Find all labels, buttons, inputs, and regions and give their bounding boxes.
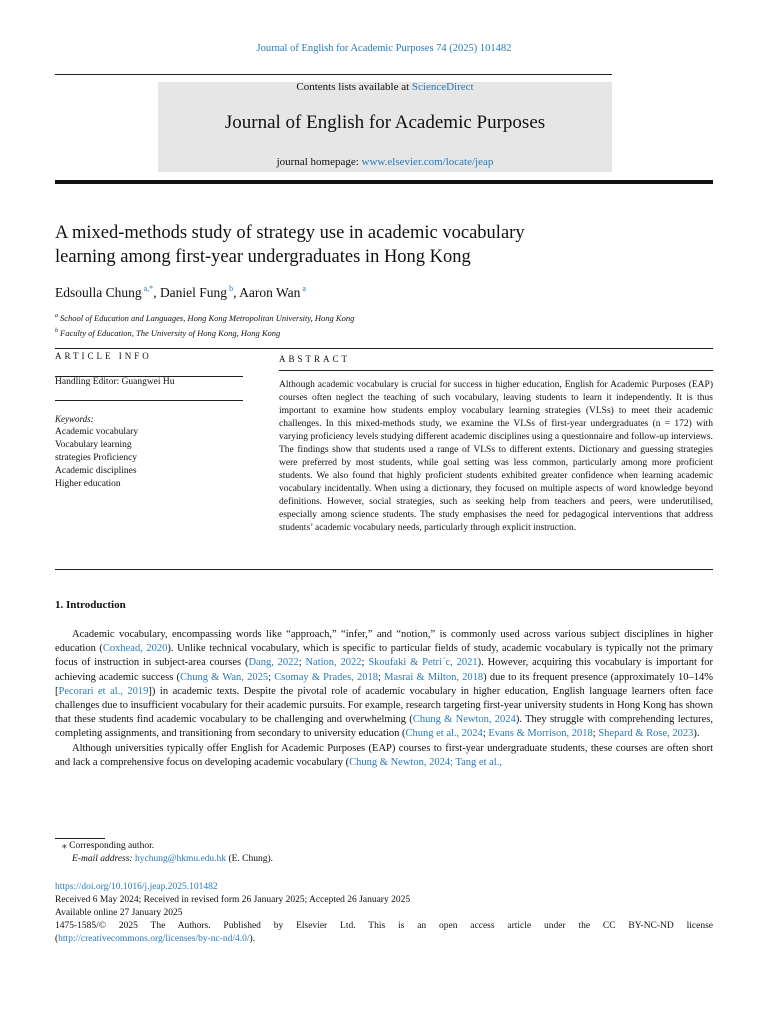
introduction-body <box>55 628 713 770</box>
info-top-rule <box>55 348 713 349</box>
keyword: Higher education <box>55 479 121 489</box>
author-name: Edsoulla Chung <box>55 285 142 300</box>
author-mark[interactable]: a <box>302 284 306 293</box>
keywords-label: Keywords: <box>55 414 94 424</box>
email-label: E-mail address: <box>72 854 135 864</box>
keyword: Academic vocabulary <box>55 427 139 437</box>
email-line <box>62 853 273 866</box>
citation-link[interactable]: Chung et al., 2024 <box>405 728 483 740</box>
keyword: Academic disciplines <box>55 466 137 476</box>
separator: ; <box>268 671 275 683</box>
paren: ). <box>249 934 256 944</box>
author-name: Aaron Wan <box>239 285 301 300</box>
paren: ( <box>55 934 59 944</box>
top-rule <box>55 74 612 75</box>
article-dates: Received 6 May 2024; Received in revised form 26 January 2025; Accepted 26 January 2025 <box>55 895 411 905</box>
author-mark[interactable]: b <box>229 284 234 293</box>
affiliation-text: Faculty of Education, The University of Hong Kong, Hong Kong <box>60 328 281 338</box>
journal-name: Journal of English for Academic Purposes <box>224 112 546 133</box>
separator: ; <box>592 728 599 740</box>
author-list: Edsoulla Chung $^{a,*}$, Daniel Fung $^b$, Aaron Wan $^a$ <box>55 284 306 300</box>
citation-link[interactable]: Skoufaki & Petri´c, 2021 <box>368 657 478 669</box>
body-text: ) due to its frequent presence (approximately 10–14% [ <box>55 671 714 697</box>
title-line-1: A mixed-methods study of strategy use in academic vocabulary <box>55 223 525 243</box>
body-text: ]) in academic texts. Despite the pivotal role of academic vocabulary in higher education, English language learners often face challenges due to insufficient vocabulary for their academic pursuits. For example, research targeting first-year university students in Hong Kong has shown that these students find academic vocabulary to be challenging and overwhelming ( <box>55 685 713 726</box>
license-link[interactable]: http://creativecommons.org/licenses/by-nc-nd/4.0/ <box>58 934 250 944</box>
doi-link[interactable]: https://doi.org/10.1016/j.jeap.2025.101482 <box>55 882 218 892</box>
keyword: strategies Proficiency <box>55 453 138 463</box>
available-online: Available online 27 January 2025 <box>55 908 183 918</box>
affiliation-text: School of Education and Languages, Hong Kong Metropolitan University, Hong Kong <box>60 313 355 323</box>
article-footer <box>55 881 713 946</box>
article-title <box>55 221 695 269</box>
keywords-list <box>55 426 245 491</box>
separator: ; <box>361 657 369 669</box>
citation-link[interactable]: Nation, 2022 <box>305 657 362 669</box>
citation-link[interactable]: Csomay & Prades, 2018 <box>274 671 378 683</box>
affiliation-mark: b <box>55 328 58 334</box>
affiliation <box>55 325 354 340</box>
citation-link[interactable]: Dang, 2022 <box>248 657 299 669</box>
citation-link[interactable]: Shepard & Rose, 2023 <box>598 728 694 740</box>
info-rule <box>55 400 243 401</box>
citation-link[interactable]: Evans & Morrison, 2018 <box>488 728 593 740</box>
contents-prefix: Contents lists available at <box>296 81 412 93</box>
author-mark[interactable]: a,* <box>143 284 154 293</box>
license-text: 1475-1585/© 2025 The Authors. Published by Elsevier Ltd. This is an open access article under the CC BY-NC-ND license <box>55 921 713 931</box>
body-text: ). However, acquiring this vocabulary is important for achieving academic success ( <box>55 657 713 683</box>
email-link[interactable]: hychung@hkmu.edu.hk <box>134 854 227 864</box>
email-suffix: (E. Chung). <box>226 854 274 864</box>
body-text: ). <box>693 728 700 740</box>
footnote <box>62 840 273 866</box>
citation-link[interactable]: Chung & Newton, 2024 <box>412 714 516 726</box>
footnote-rule <box>55 838 105 839</box>
title-line-2: learning among first-year undergraduates in Hong Kong <box>55 247 471 267</box>
body-text: ). Unlike technical vocabulary, which is specific to particular fields of study, academic vocabulary is typically not the primary focus of instruction in subject-area courses ( <box>55 643 713 669</box>
sciencedirect-link[interactable]: ScienceDirect <box>411 81 474 93</box>
abstract-bottom-rule <box>55 569 713 570</box>
citation-link[interactable]: Chung & Wan, 2025 <box>179 671 269 683</box>
header-thick-rule <box>55 180 713 184</box>
abstract-heading: ABSTRACT <box>279 354 351 364</box>
homepage-prefix: journal homepage: <box>276 156 362 168</box>
homepage-link[interactable]: www.elsevier.com/locate/jeap <box>361 156 494 168</box>
abstract-rule <box>279 370 713 371</box>
separator: ; <box>482 728 489 740</box>
handling-editor: Handling Editor: Guangwei Hu <box>55 377 175 387</box>
affiliations <box>55 310 354 340</box>
citation-link[interactable]: Masrai & Milton, 2018 <box>384 671 484 683</box>
journal-homepage <box>158 156 612 168</box>
body-text: Academic vocabulary, encompassing words like “approach,” “infer,” and “notion,” is commonly used across various subject disciplines in higher education ( <box>55 629 713 655</box>
citation-link[interactable]: Coxhead, 2020 <box>102 643 168 655</box>
corresponding-author-note: ⁎ Corresponding author. <box>62 841 155 851</box>
citation-link[interactable]: Chung & Newton, 2024; Tang et al., <box>349 756 502 768</box>
keyword: Vocabulary learning <box>55 440 132 450</box>
author-name: Daniel Fung <box>159 285 228 300</box>
article-info-heading: ARTICLE INFO <box>55 351 152 361</box>
affiliation <box>55 310 354 325</box>
paragraph <box>55 742 713 770</box>
paragraph <box>55 628 713 742</box>
separator: ; <box>298 657 306 669</box>
citation-link[interactable]: Pecorari et al., 2019 <box>58 685 149 697</box>
section-heading: 1. Introduction <box>55 599 126 611</box>
contents-line <box>158 81 612 93</box>
license-url-line <box>55 933 713 946</box>
separator: ; <box>377 671 385 683</box>
body-text: ). They struggle with comprehending lectures, completing assignments, and transitioning from secondary to university education ( <box>55 714 713 740</box>
journal-citation[interactable]: Journal of English for Academic Purposes 74 (2025) 101482 <box>256 43 512 54</box>
affiliation-mark: a <box>55 313 58 319</box>
abstract-text: Although academic vocabulary is crucial for success in higher education, English for Academic Purposes (EAP) courses often neglect the teaching of such vocabulary, leaving students to learn it independently. It is thus important to examine how students employ vocabulary learning strategies (VLSs) to meet their academic challenges. In this mixed-methods study, we examine the VLSs of first-year undergraduates (n = 172) with varying proficiency levels studying different academic disciplines using a questionnaire and follow-up interviews. The findings show that students used a range of VLSs to different extents. Dictionary and guessing strategies were preferred by most students, while goal setting was less common, particularly among more proficient students. We also found that highly proficient students exhibited greater confidence when learning academic vocabulary incidentally. When using a dictionary, they focused on multiple aspects of word knowledge beyond definitions. However, social strategies, such as seeking help from teachers and peers, were underutilised, especially among science students. The study emphasises the need for pedagogical interventions that address students’ academic vocabulary needs, particularly through explicit instruction. <box>279 380 713 533</box>
body-text: Although universities typically offer English for Academic Purposes (EAP) courses to first-year undergraduate students, these courses are often short and lack a comprehensive focus on developing academic vocabulary ( <box>55 742 713 768</box>
